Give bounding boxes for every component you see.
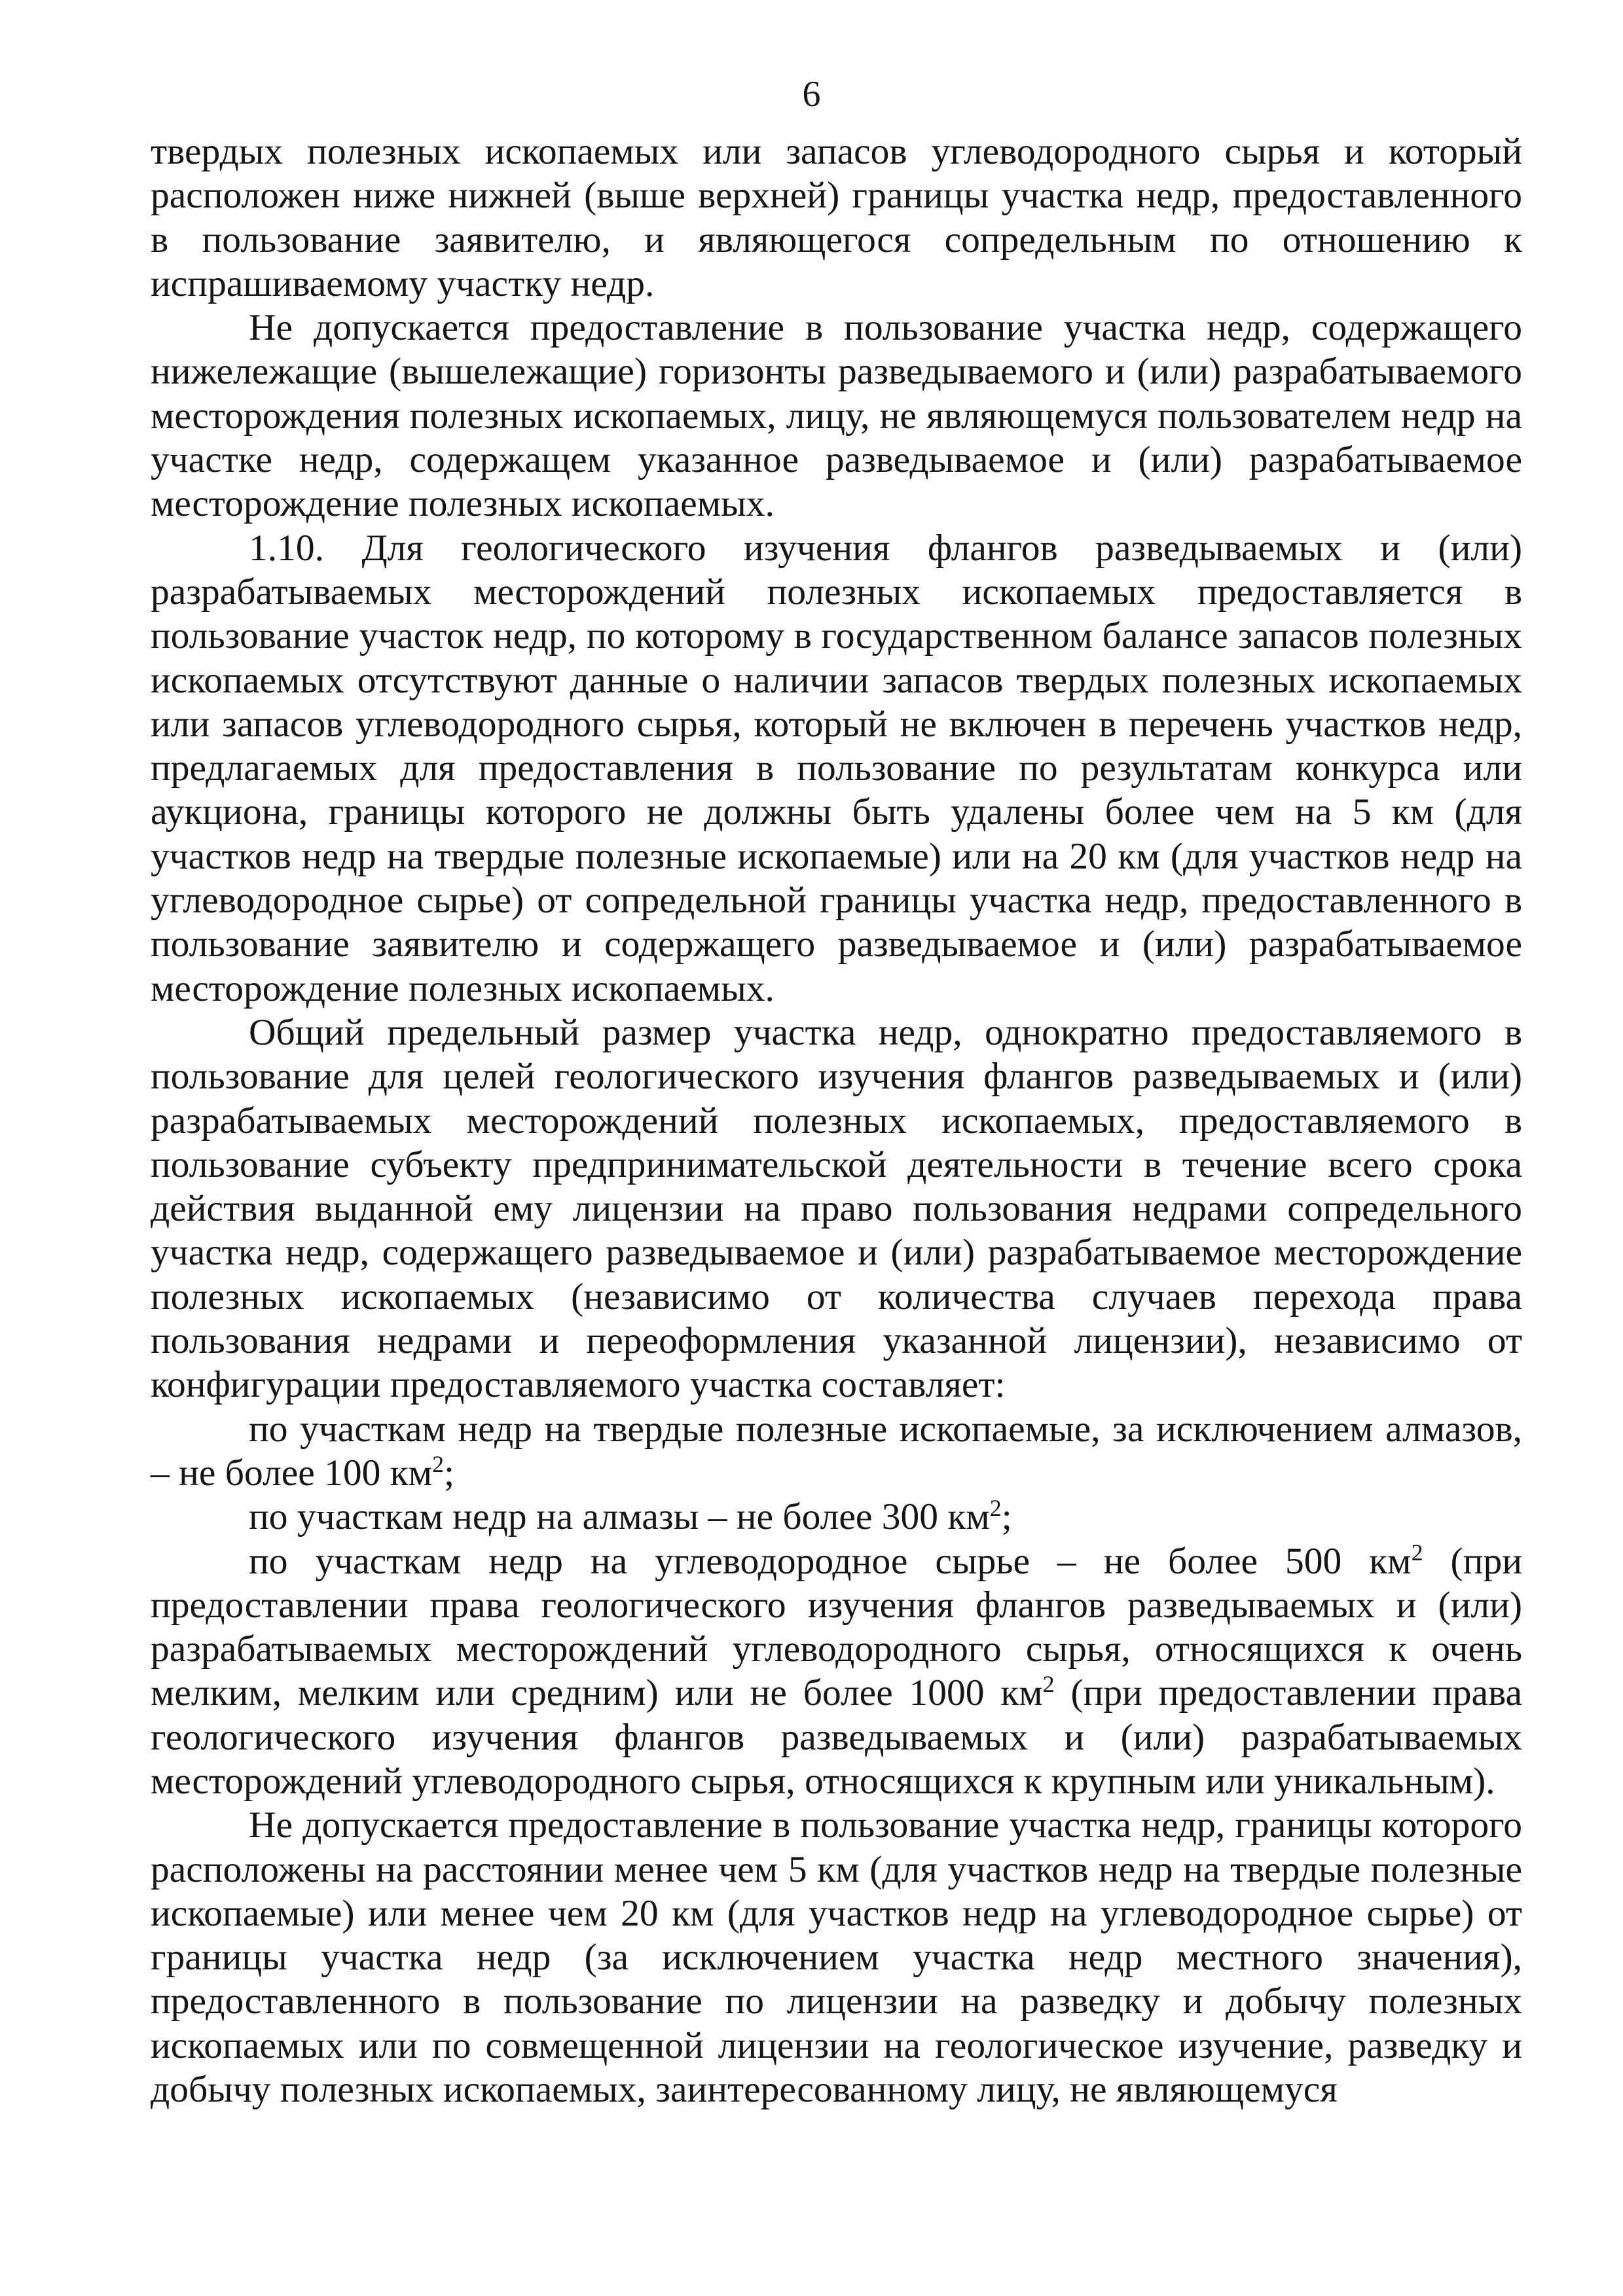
- superscript-square: 2: [432, 1450, 445, 1477]
- paragraph-limit-hydrocarbons: [151, 1539, 1522, 1804]
- paragraph-continuation: твердых полезных ископаемых или запасов углеводородного сырья и который расположен ниже нижней (выше верхней) границы участка недр, предоставленного в пользование заявителю, и являющегося сопредельным по отношению к испрашиваемому участку недр.: [151, 131, 1522, 304]
- limit-hydrocarbons-end: (при предоставлении права геологического изучения флангов разведываемых и (или) разрабатываемых месторождений углеводородного сырья, относящихся к крупным или уникальным).: [151, 1672, 1522, 1802]
- limit-diamonds-text: по участкам недр на алмазы – не более 300 км: [249, 1496, 990, 1538]
- superscript-square: 2: [989, 1495, 1002, 1522]
- limit-solid-minerals-end: ;: [444, 1452, 455, 1494]
- superscript-square: 2: [1042, 1671, 1055, 1698]
- limit-diamonds-end: ;: [1001, 1496, 1012, 1538]
- limit-hydrocarbons-text: по участкам недр на углеводородное сырье – не более 500 км: [249, 1540, 1412, 1582]
- paragraph-limit-solid-minerals: [151, 1407, 1522, 1496]
- paragraph-prohibition-distance: Не допускается предоставление в пользование участка недр, границы которого расположены на расстоянии менее чем 5 км (для участков недр на твердые полезные ископаемые) или менее чем 20 км (для участков недр на углеводородное сырье) от границы участка недр (за исключением участка недр местного значения), предоставленного в пользование по лицензии на разведку и добычу полезных ископаемых или по совмещенной лицензии на геологическое изучение, разведку и добычу полезных ископаемых, заинтересованному лицу, не являющемуся: [151, 1804, 1522, 2111]
- limit-solid-minerals-text: по участкам недр на твердые полезные ископаемые, за исключением алмазов, – не более 100 км: [151, 1408, 1522, 1494]
- page-number: 6: [802, 74, 821, 115]
- paragraph-prohibition-lower-horizons: Не допускается предоставление в пользование участка недр, содержащего нижележащие (вышележащие) горизонты разведываемого и (или) разрабатываемого месторождения полезных ископаемых, лицу, не являющемуся пользователем недр на участке недр, содержащем указанное разведываемое и (или) разрабатываемое месторождение полезных ископаемых.: [151, 307, 1522, 525]
- paragraph-total-area-limit: Общий предельный размер участка недр, однократно предоставляемого в пользование для целей геологического изучения флангов разведываемых и (или) разрабатываемых месторождений полезных ископаемых, предоставляемого в пользование субъекту предпринимательской деятельности в течение всего срока действия выданной ему лицензии на право пользования недрами сопредельного участка недр, содержащего разведываемое и (или) разрабатываемое месторождение полезных ископаемых (независимо от количества случаев перехода права пользования недрами и переоформления указанной лицензии), независимо от конфигурации предоставляемого участка составляет:: [151, 1011, 1522, 1406]
- document-body: [151, 130, 1522, 2111]
- limit-hydrocarbons-middle: (при предоставлении права геологического изучения флангов разведываемых и (или) разрабатываемых месторождений углеводородного сырья, относящихся к очень мелким, мелким или средним) или не более 1000 км: [151, 1540, 1522, 1714]
- paragraph-limit-diamonds: [151, 1495, 1522, 1539]
- paragraph-clause-1-10: 1.10. Для геологического изучения флангов разведываемых и (или) разрабатываемых месторождений полезных ископаемых предоставляется в пользование участок недр, по которому в государственном балансе запасов полезных ископаемых отсутствуют данные о наличии запасов твердых полезных ископаемых или запасов углеводородного сырья, который не включен в перечень участков недр, предлагаемых для предоставления в пользование по результатам конкурса или аукциона, границы которого не должны быть удалены более чем на 5 км (для участков недр на твердые полезные ископаемые) или на 20 км (для участков недр на углеводородное сырье) от сопредельной границы участка недр, предоставленного в пользование заявителю и содержащего разведываемое и (или) разрабатываемое месторождение полезных ископаемых.: [151, 527, 1522, 1009]
- superscript-square: 2: [1411, 1539, 1423, 1566]
